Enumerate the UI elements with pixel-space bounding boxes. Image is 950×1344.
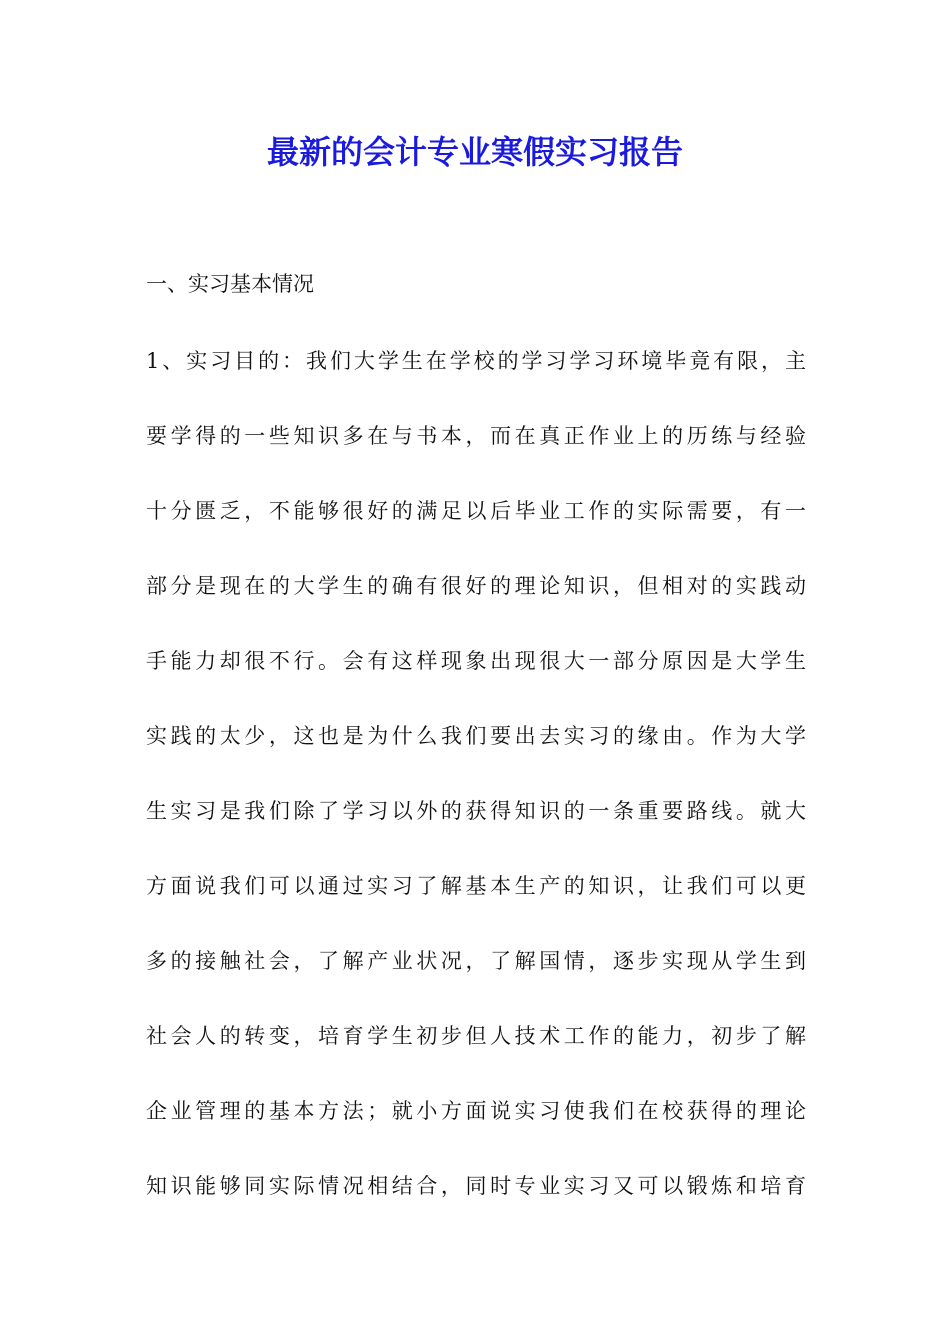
paragraph-line: 手能力却很不行。会有这样现象出现很大一部分原因是大学生: [146, 649, 806, 673]
paragraph-line: 社会人的转变，培育学生初步但人技术工作的能力，初步了解: [146, 1024, 806, 1048]
paragraph-line: 多的接触社会，了解产业状况，了解国情，逐步实现从学生到: [146, 949, 806, 973]
section-heading: 一、实习基本情况: [146, 272, 314, 296]
paragraph-line: 部分是现在的大学生的确有很好的理论知识，但相对的实践动: [146, 574, 806, 598]
paragraph-line: 十分匮乏，不能够很好的满足以后毕业工作的实际需要，有一: [146, 499, 806, 523]
document-title: 最新的会计专业寒假实习报告: [266, 133, 683, 171]
body-paragraph: [146, 341, 806, 1241]
paragraph-line: 生实习是我们除了学习以外的获得知识的一条重要路线。就大: [146, 799, 806, 823]
paragraph-line: 实践的太少，这也是为什么我们要出去实习的缘由。作为大学: [146, 724, 806, 748]
paragraph-line: 企业管理的基本方法；就小方面说实习使我们在校获得的理论: [146, 1099, 806, 1123]
paragraph-line: 知识能够同实际情况相结合，同时专业实习又可以锻炼和培育: [146, 1174, 806, 1198]
paragraph-line: 1、实习目的：我们大学生在学校的学习学习环境毕竟有限，主: [146, 349, 806, 373]
paragraph-line: 要学得的一些知识多在与书本，而在真正作业上的历练与经验: [146, 424, 806, 448]
paragraph-line: 方面说我们可以通过实习了解基本生产的知识，让我们可以更: [146, 874, 806, 898]
